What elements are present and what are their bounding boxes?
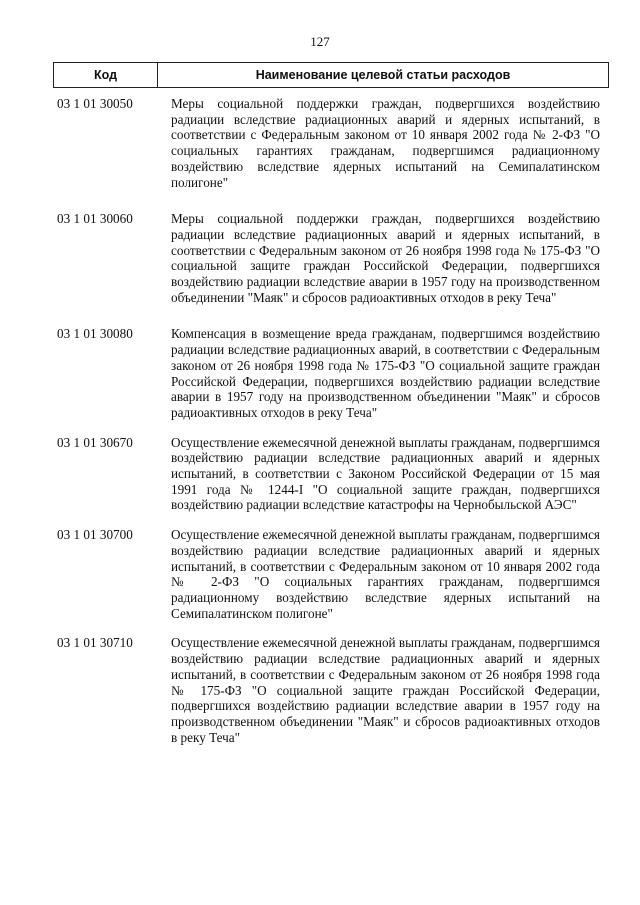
row-code: 03 1 01 30060 — [57, 211, 133, 227]
header-name: Наименование целевой статьи расходов — [255, 68, 511, 82]
row-code: 03 1 01 30710 — [57, 635, 133, 651]
table-row — [53, 635, 609, 745]
budget-classification-table — [53, 62, 609, 745]
row-code: 03 1 01 30050 — [57, 96, 133, 111]
row-code: 03 1 01 30700 — [57, 527, 133, 543]
row-code: 03 1 01 30670 — [57, 434, 133, 450]
table-row — [53, 527, 609, 621]
row-description: Меры социальной поддержки граждан, подвергшихся воздействию радиации вследствие радиационных аварий и ядерных испытаний, в соответствии с Федеральным законом от 10 января 2002 года № 2-ФЗ "О социальных гарантиях гражданам, подвергшимся радиационному воздействию вследствие ядерных испытаний на Семипалатинском полигоне" — [171, 96, 600, 190]
row-description: Осуществление ежемесячной денежной выплаты гражданам, подвергшимся воздействию радиации вследствие радиационных аварий и ядерных испытаний, в соответствии с Федеральным законом от 10 января 2002 года № 2-ФЗ "О социальных гарантиях гражданам, подвергшимся радиационному воздействию вследствие ядерных испытаний на Семипалатинском полигоне" — [171, 527, 600, 621]
header-code: Код — [54, 63, 158, 87]
row-description: Осуществление ежемесячной денежной выплаты гражданам, подвергшимся воздействию радиации вследствие радиационных аварий и ядерных испытаний, в соответствии с Законом Российской Федерации от 15 мая 1991 года № 1244-I "О социальной защите граждан, подвергшихся воздействию радиации вследствие катастрофы на Чернобыльской АЭС" — [171, 434, 600, 513]
row-description: Осуществление ежемесячной денежной выплаты гражданам, подвергшимся воздействию радиации вследствие радиационных аварий и ядерных испытаний, в соответствии с Федеральным законом от 26 ноября 1998 года № 175-ФЗ "О социальной защите граждан Российской Федерации, подвергшихся воздействию радиации вследствие аварии в 1957 году на производственном объединении "Маяк" и сбросов радиоактивных отходов в реку Теча" — [171, 635, 600, 745]
table-row — [53, 96, 609, 190]
row-code: 03 1 01 30080 — [57, 326, 133, 342]
table-row — [53, 435, 609, 514]
row-description: Компенсация в возмещение вреда гражданам, подвергшимся воздействию радиации вследствие радиационных аварий, в соответствии с Федеральным законом от 26 ноября 1998 года № 175-ФЗ "О социальной защите граждан Российской Федерации, подвергшихся воздействию радиации вследствие аварии в 1957 году на производственном объединении "Маяк" и сбросов радиоактивных отходов в реку Теча" — [171, 326, 600, 420]
table-row — [53, 211, 609, 305]
row-description: Меры социальной поддержки граждан, подвергшихся воздействию радиации вследствие радиационных аварий и ядерных испытаний, в соответствии с Федеральным законом от 26 ноября 1998 года № 175-ФЗ "О социальной защите граждан Российской Федерации, подвергшихся воздействию радиации вследствие аварии в 1957 году на производственном объединении "Маяк" и сбросов радиоактивных отходов в реку Теча" — [171, 211, 600, 305]
table-row — [53, 326, 609, 420]
page-number: 127 — [310, 34, 330, 49]
table-header — [53, 62, 609, 88]
